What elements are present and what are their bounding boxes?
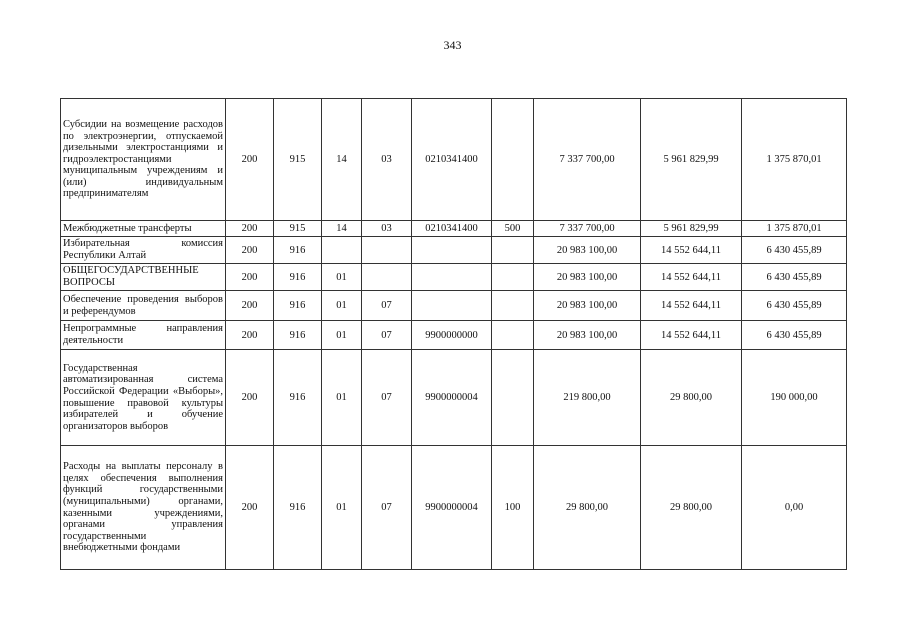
row-code: 200 — [226, 221, 274, 237]
row-section: 01 — [322, 291, 362, 321]
row-vr: 100 — [492, 446, 534, 570]
row-section: 01 — [322, 446, 362, 570]
row-target: 9900000004 — [412, 446, 492, 570]
row-amount1: 7 337 700,00 — [534, 99, 641, 221]
row-amount3: 6 430 455,89 — [742, 291, 847, 321]
row-admin: 916 — [274, 291, 322, 321]
row-section: 14 — [322, 99, 362, 221]
row-amount2: 14 552 644,11 — [641, 321, 742, 350]
row-amount2: 29 800,00 — [641, 350, 742, 446]
row-name: Расходы на выплаты персоналу в целях обеспечения выполнения функций государственными (муниципальными) органами, казенными учреждениями, органами управления государственными внебюджетными фондами — [61, 446, 226, 570]
row-amount3: 1 375 870,01 — [742, 99, 847, 221]
row-vr — [492, 350, 534, 446]
row-code: 200 — [226, 237, 274, 264]
row-amount1: 20 983 100,00 — [534, 264, 641, 291]
row-target — [412, 237, 492, 264]
table-row — [61, 99, 847, 221]
row-target: 9900000000 — [412, 321, 492, 350]
row-amount3: 6 430 455,89 — [742, 264, 847, 291]
row-code: 200 — [226, 350, 274, 446]
row-vr — [492, 237, 534, 264]
row-vr — [492, 264, 534, 291]
row-vr — [492, 291, 534, 321]
row-name: Непрограммные направления деятельности — [61, 321, 226, 350]
page-number: 343 — [443, 38, 462, 52]
row-code: 200 — [226, 99, 274, 221]
table-row — [61, 321, 847, 350]
row-section: 01 — [322, 321, 362, 350]
row-subsection: 03 — [362, 99, 412, 221]
row-target: 0210341400 — [412, 221, 492, 237]
row-subsection: 03 — [362, 221, 412, 237]
row-amount1: 29 800,00 — [534, 446, 641, 570]
row-subsection: 07 — [362, 446, 412, 570]
row-amount2: 29 800,00 — [641, 446, 742, 570]
row-vr: 500 — [492, 221, 534, 237]
table-row — [61, 350, 847, 446]
row-name: Обеспечение проведения выборов и референдумов — [61, 291, 226, 321]
row-admin: 916 — [274, 321, 322, 350]
row-code: 200 — [226, 446, 274, 570]
row-amount1: 219 800,00 — [534, 350, 641, 446]
row-amount1: 20 983 100,00 — [534, 237, 641, 264]
row-subsection — [362, 237, 412, 264]
row-section — [322, 237, 362, 264]
row-admin: 916 — [274, 446, 322, 570]
table-row — [61, 446, 847, 570]
row-name: Государственная автоматизированная система Российской Федерации «Выборы», повышение правовой культуры избирателей и обучение организаторов выборов — [61, 350, 226, 446]
row-subsection — [362, 264, 412, 291]
row-subsection: 07 — [362, 350, 412, 446]
row-section: 01 — [322, 264, 362, 291]
row-name: Избирательная комиссия Республики Алтай — [61, 237, 226, 264]
row-name: Межбюджетные трансферты — [61, 221, 226, 237]
row-name: Субсидии на возмещение расходов по электроэнергии, отпускаемой дизельными электростанциями и гидроэлектростанциями муниципальным учреждениям и (или) индивидуальным предпринимателям — [61, 99, 226, 221]
row-amount3: 0,00 — [742, 446, 847, 570]
budget-table — [60, 98, 847, 570]
row-subsection: 07 — [362, 291, 412, 321]
row-admin: 916 — [274, 264, 322, 291]
table-row — [61, 237, 847, 264]
row-subsection: 07 — [362, 321, 412, 350]
row-code: 200 — [226, 321, 274, 350]
row-amount1: 20 983 100,00 — [534, 321, 641, 350]
table-row — [61, 291, 847, 321]
row-admin: 915 — [274, 99, 322, 221]
row-amount2: 14 552 644,11 — [641, 291, 742, 321]
row-target — [412, 264, 492, 291]
row-vr — [492, 321, 534, 350]
row-amount3: 6 430 455,89 — [742, 321, 847, 350]
row-amount3: 190 000,00 — [742, 350, 847, 446]
row-section: 14 — [322, 221, 362, 237]
row-admin: 916 — [274, 350, 322, 446]
row-amount3: 1 375 870,01 — [742, 221, 847, 237]
row-vr — [492, 99, 534, 221]
row-amount2: 14 552 644,11 — [641, 264, 742, 291]
row-name: ОБЩЕГОСУДАРСТВЕННЫЕ ВОПРОСЫ — [61, 264, 226, 291]
row-amount2: 5 961 829,99 — [641, 99, 742, 221]
row-amount3: 6 430 455,89 — [742, 237, 847, 264]
table-row — [61, 264, 847, 291]
row-amount2: 14 552 644,11 — [641, 237, 742, 264]
row-amount1: 20 983 100,00 — [534, 291, 641, 321]
row-amount1: 7 337 700,00 — [534, 221, 641, 237]
row-section: 01 — [322, 350, 362, 446]
row-code: 200 — [226, 291, 274, 321]
row-code: 200 — [226, 264, 274, 291]
row-admin: 916 — [274, 237, 322, 264]
row-amount2: 5 961 829,99 — [641, 221, 742, 237]
row-target: 0210341400 — [412, 99, 492, 221]
table-row — [61, 221, 847, 237]
row-target: 9900000004 — [412, 350, 492, 446]
row-target — [412, 291, 492, 321]
row-admin: 915 — [274, 221, 322, 237]
